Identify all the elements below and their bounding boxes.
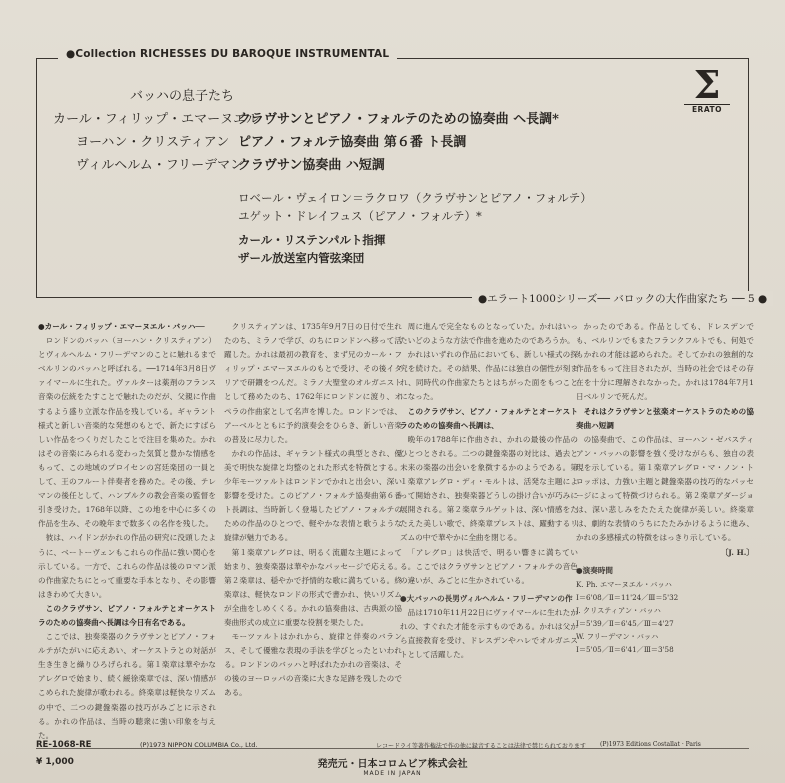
made-in: MADE IN JAPAN <box>363 770 422 777</box>
work-2: ピアノ・フォルテ協奏曲 第６番 ト長調 <box>238 135 467 150</box>
work-3: クラヴサン協奏曲 ハ短調 <box>238 158 385 173</box>
paragraph: かったのである。作品としても、ドレスデンでも、ベルリンでもまたフランクフルトでも、何処でもかれの才能は認められた。そしてかれの独創的な作品をもって注目されたが、当時の社会ではその存在を十分に理解されなかった。かれは1784年7月1日ベルリンで死んだ。 <box>576 322 754 402</box>
paragraph: Ⅰ＝5'39／Ⅱ＝6'45／Ⅲ＝4'27 <box>576 618 674 628</box>
logo-label: ERATO <box>684 104 730 114</box>
text-column-2 <box>224 320 402 740</box>
paragraph: J. クリスティアン・バッハ <box>576 605 661 615</box>
composer-2: ヨーハン・クリスティアン <box>76 135 230 150</box>
paragraph: クリスティアンは、1735年9月7日の日付で生れたのち、ミラノで学び、のちにロンドンへ移って活躍した。かれは最初の教育を、まず兄のカール・フィリップ・エマーヌエルのもとで受け、その後イタリアで研鑽をつんだ。ミラノ大聖堂のオルガニストとして務めたのち、1762年にロンドンに渡り、オペラの作曲家として名声を博した。ロンドンでは、アーベルとともに予約演奏会をひらき、新しい音楽の普及に尽力した。 <box>224 322 402 444</box>
paragraph: Ⅰ＝5'05／Ⅱ＝6'41／Ⅲ＝3'58 <box>576 644 674 654</box>
paragraph: K. Ph. エマーヌエル・バッハ <box>576 579 672 589</box>
paragraph: 晩年の1788年に作曲され、かれの最後の作品のひとつとされる。二つの鍵盤楽器の対比は、過去と未来の楽器の出会いを象徴するかのようである。第１楽章アレグロ・ディ・モルトは、活発な主題によって開始され、独奏楽器どうしの掛け合いが巧みに展開される。第２楽章ラルゲットは、深い情感をたたえた美しい歌で、終楽章プレストは、躍動するリズムの中で華やかに全曲を閉じる。 <box>400 434 578 543</box>
composer-1: カール・フィリップ・エマーヌエル <box>53 112 260 127</box>
paragraph: の協奏曲で、この作品は、ヨーハン・ゼバスティアン・バッハの影響を強く受けながらも、独自の表現を示している。第１楽章アレグロ・マ・ノン・トロッポは、力強い主題と鍵盤楽器の技巧的なパッセージによって特徴づけられる。第２楽章アダージョは、深い悲しみをたたえた旋律が美しい。終楽章は、劇的な表情のうちにたたみかけるように進み、かれの多感様式の特徴をはっきり示している。 <box>576 434 754 543</box>
text-column-3 <box>400 320 578 740</box>
performer-1: ロベール・ヴェイロン＝ラクロワ（クラヴサンとピアノ・フォルテ） <box>238 191 592 205</box>
paragraph: 〔J. H.〕 <box>720 547 754 557</box>
paragraph: このクラヴサン、ピアノ・フォルテとオーケストラのための協奏曲ヘ長調は今日有名である。 <box>38 603 216 627</box>
paragraph: モーツァルトはかれから、旋律と伴奏のバランス、そして優雅な表現の手法を学びとったといわれる。ロンドンのバッハと呼ばれたかれの音楽は、その後のヨーロッパの音楽に大きな足跡を残したのである。 <box>224 632 402 698</box>
paragraph: それはクラヴサンと弦楽オーケストラのための協奏曲ハ短調 <box>576 406 754 430</box>
paragraph: ロンドンのバッハ（ヨーハン・クリスティアン）とヴィルヘルム・フリーデマンのことに触れるまでベルリンのバッハと呼ばれる。──1714年3月8日ヴァイマールに生れた。ヴァルターは薬剤のフランス音楽の伝統をたすことで触れたのだが、父親に作曲するよう盛り立派な作品を残している。ギャラント様式と新しい音楽的な発想のもとで、新たにすばらしい作品をつくりだしたことで注目を集めた。かれはその音楽にみられる変わった気質と豊かな情感をもって、この地域のプロイセンの宮廷楽団の一員として、王のフルート伴奏者を務めた。その後、テレマンの後任として、ハンブルクの教会音楽の監督を引き受けた。1768年以降、この地を中心に多くの作品を生み、その晩年まで数多くの名作を残した。 <box>38 336 216 529</box>
price: ¥ 1,000 <box>36 757 74 767</box>
publisher: 発売元・日本コロムビア株式会社 <box>317 759 468 770</box>
composer-3: ヴィルヘルム・フリーデマン <box>76 158 244 173</box>
paragraph: かれの作品は、ギャラント様式の典型とされ、優美で明快な旋律と均整のとれた形式を特徴とする。少年モーツァルトはロンドンでかれと出会い、深い影響を受けた。このピアノ・フォルテ協奏曲第６番ト長調は、当時新しく登場したピアノ・フォルテのための作品のひとつで、軽やかな表情と歌うような旋律が魅力である。 <box>224 448 402 543</box>
erato-logo <box>684 62 730 118</box>
text-column-4 <box>576 320 754 740</box>
paragraph: W. フリーデマン・バッハ <box>576 631 659 641</box>
sigma-logo-icon: Σ <box>693 62 721 107</box>
paragraph: ●大バッハの長男ヴィルヘルム・フリーデマンの作 <box>400 593 573 603</box>
text-column-1 <box>38 320 216 740</box>
paragraph: 品は1710年11月22日にヴァイマールに生れたかれの、すぐれた才能を示すものである。かれは父から直接教育を受け、ドレスデンやハレでオルガニストとして活躍した。 <box>400 607 578 660</box>
catalog-number: RE-1068-RE <box>36 740 92 750</box>
paragraph: 周に進んで完全なものとなっていた。かれはいったいどのような方法で作曲を進めたのであろうか。 <box>400 322 578 346</box>
heading: バッハの息子たち <box>130 89 235 104</box>
paragraph: かれはいずれの作品においても、新しい様式の探究を続けた。その結果、作品には独自の個性が刻まれ、同時代の作曲家たちとはちがった面をもつことになった。 <box>400 350 578 402</box>
paragraph: 「アレグロ」は快活で、明るい響きに満ちている。ここではクラヴサンとピアノ・フォルテの音色の違いが、みごとに生かされている。 <box>400 547 578 585</box>
paragraph: ここでは、独奏楽器のクラヴサンとピアノ・フォルテがたがいに応えあい、オーケストラとの対話が生き生きと繰りひろげられる。第１楽章は華やかなアレグロで始まり、続く緩徐楽章では、深い情感がこめられた旋律が歌われる。終楽章は軽快なリズムの中で、二つの鍵盤楽器の技巧がみごとに示される。かれの作品は、当時の聴衆に強い印象を与えた。 <box>38 632 216 740</box>
paragraph: 第１楽章アレグロは、明るく流麗な主題によって始まり、独奏楽器は華やかなパッセージで応える。第２楽章は、穏やかで抒情的な歌に満ちている。終楽章は、軽快なロンドの形式で書かれ、快いリズムが全曲をしめくくる。かれの協奏曲は、古典派の協奏曲形式の成立に重要な役割を果たした。 <box>224 547 402 627</box>
conductor: カール・リステンパルト指揮 <box>238 233 386 247</box>
paragraph: 彼は、ハイドンがかれの作品の研究に没頭したように、ベートーヴェンもこれらの作品に強い関心を示している。一方で、これらの作品は後のロマン派の作曲家たちにとって重要な手本となり、その影響はきわめて大きい。 <box>38 533 216 599</box>
orchestra: ザール放送室内管弦楽団 <box>238 251 365 265</box>
copyright: (P)1973 NIPPON COLUMBIA Co., Ltd. <box>140 741 258 749</box>
series-title: ●エラート1000シリーズ── バロックの大作曲家たち ── 5 ● <box>472 291 773 306</box>
collection-title: ●Collection RICHESSES DU BAROQUE INSTRUMENTAL <box>58 48 397 60</box>
work-1: クラヴサンとピアノ・フォルテのための協奏曲 ヘ長調* <box>238 112 559 127</box>
paragraph: ●演奏時間 <box>576 565 614 575</box>
paragraph: ●カール・フィリップ・エマーヌエル・バッハ── <box>38 322 205 331</box>
paragraph: このクラヴサン、ピアノ・フォルテとオーケストラのための協奏曲ヘ長調は、 <box>400 406 578 430</box>
edition-credit: (P)1973 Editions Costallat · Paris <box>600 741 701 748</box>
paragraph: Ⅰ＝6'08／Ⅱ＝11'24／Ⅲ＝5'32 <box>576 592 679 602</box>
performer-2: ユゲット・ドレイフュス（ピアノ・フォルテ）* <box>238 209 482 223</box>
copy-warning: レコードライ等著作権法で作の他に録音することは法律で禁じられております <box>376 743 586 750</box>
